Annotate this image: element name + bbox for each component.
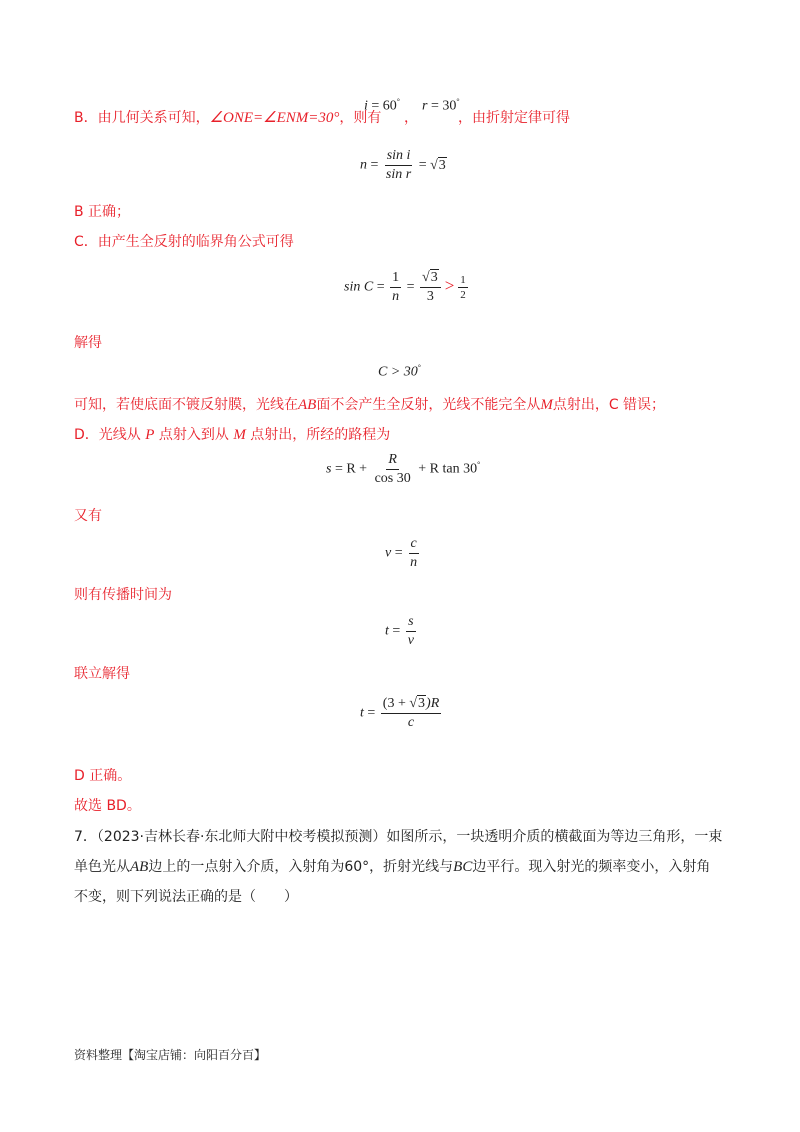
question-7-line-1: 7．（2023·吉林长春·东北师大附中校考模拟预测）如图所示，一块透明介质的横截面为等边三角形，一束: [74, 829, 723, 845]
line-answer: 故选 BD。: [74, 798, 141, 814]
formula-refractive-index: n = $\frac{\text{sin i}}{\text{sin r}}$ = √3: [360, 148, 446, 182]
question-7: [74, 822, 728, 912]
solution-line-b: [74, 108, 381, 128]
line-b-comma: ，: [404, 110, 418, 126]
line-d-correct: D 正确。: [74, 768, 132, 784]
formula-time: t = $\frac{s}{v}$: [385, 614, 415, 648]
footer-source: 资料整理【淘宝店铺：向阳百分百】: [74, 1048, 267, 1062]
question-7-line-3: 不变，则下列说法正确的是（ ）: [74, 889, 298, 905]
line-conclusion-c: 可知，若使底面不镀反射膜，光线在AB面不会产生全反射，光线不能完全从M点射出，C 错误；: [74, 397, 666, 413]
formula-i-60: i = 60°: [364, 97, 400, 114]
formula-r-30: r = 30°: [422, 97, 460, 114]
line-b-prefix: B．由几何关系可知，: [74, 110, 210, 126]
line-solve: 解得: [74, 335, 102, 351]
line-b-mid: ，则有: [339, 110, 382, 126]
line-b-correct: B 正确；: [74, 204, 131, 220]
solution-line-d: D．光线从 P 点射入到从 M 点射出，所经的路程为: [74, 427, 391, 443]
formula-time-result: t = $\frac{(3 + √3)R}{c}$: [360, 696, 440, 730]
line-joint: 联立解得: [74, 666, 130, 682]
solution-line-c: C．由产生全反射的临界角公式可得: [74, 234, 294, 250]
line-time: 则有传播时间为: [74, 587, 172, 603]
line-b-angle: ∠ONE=∠ENM=30°: [209, 110, 340, 126]
line-also: 又有: [74, 508, 102, 524]
question-7-line-2: 单色光从AB边上的一点射入介质，入射角为60°，折射光线与BC边平行。现入射光的频率变小，入射角: [74, 859, 711, 875]
formula-path-length: s = R + $\frac{R}{\cos 30}$ + R tan 30°: [326, 452, 481, 486]
formula-c-gt-30: C > 30°: [378, 363, 421, 380]
formula-critical-angle: sin C = $\frac{1}{n}$ = $\frac{√3}{3}$ > $\frac{1}{2}$: [344, 270, 466, 304]
formula-velocity: v = $\frac{c}{n}$: [385, 536, 418, 570]
line-b-suffix: ，由折射定律可得: [458, 110, 570, 126]
